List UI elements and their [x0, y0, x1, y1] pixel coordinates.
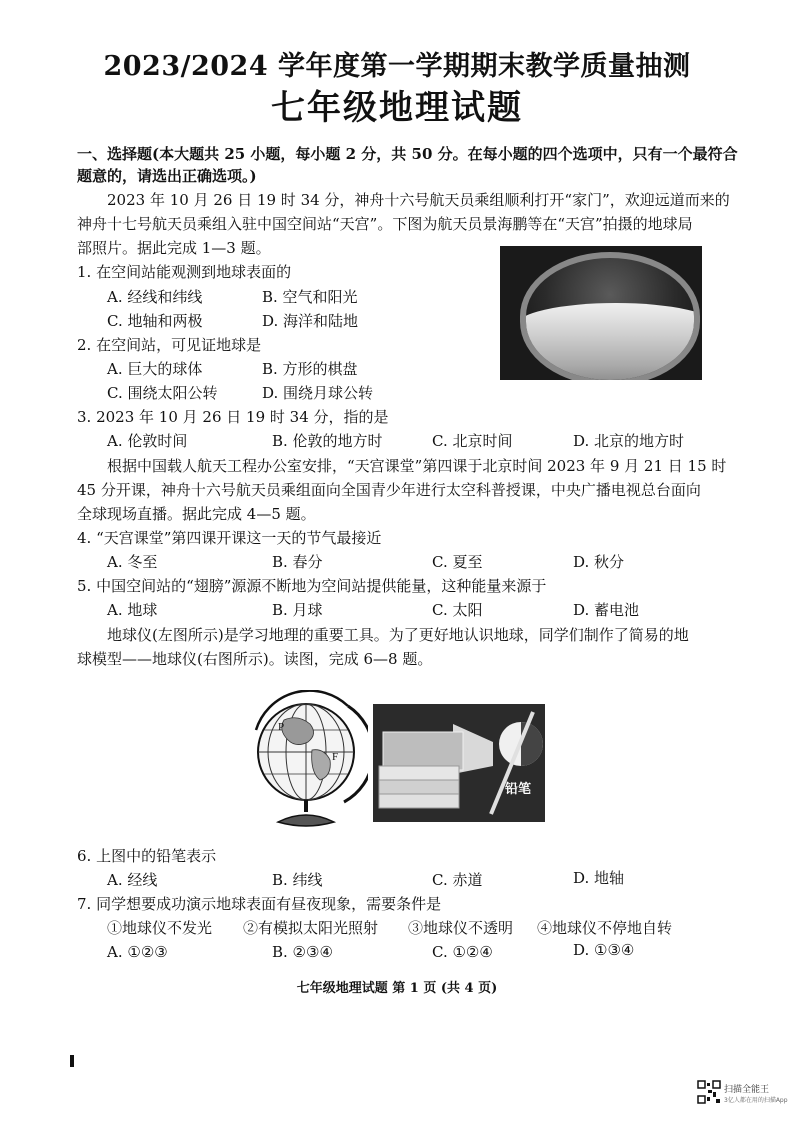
passage3-line2: 球模型——地球仪(右图所示)。读图，完成 6—8 题。 — [77, 650, 433, 668]
q5-option-b[interactable]: B. 月球 — [272, 601, 323, 619]
passage3-line1: 地球仪(左图所示)是学习地理的重要工具。为了更好地认识地球，同学们制作了简易的地 — [107, 626, 689, 644]
earth-surface — [520, 303, 700, 380]
q3-option-a[interactable]: A. 伦敦时间 — [107, 432, 188, 450]
passage2-line3: 全球现场直播。据此完成 4—5 题。 — [77, 505, 316, 523]
globe-label-p: P — [278, 721, 285, 733]
q2-stem: 2. 在空间站，可见证地球是 — [77, 336, 262, 354]
passage1-line2: 神舟十七号航天员乘组入驻中国空间站“天宫”。下图为航天员景海鹏等在“天宫”拍摄的地球局 — [77, 215, 693, 233]
q7-option-c[interactable]: C. ①②④ — [432, 943, 493, 961]
q4-option-c[interactable]: C. 夏至 — [432, 553, 483, 571]
q6-option-a[interactable]: A. 经线 — [107, 871, 158, 889]
q2-option-a[interactable]: A. 巨大的球体 — [107, 360, 203, 378]
passage2-line1: 根据中国载人航天工程办公室安排，“天宫课堂”第四课于北京时间 2023 年 9 月 21 日 15 时 — [107, 457, 727, 475]
q5-option-d[interactable]: D. 蓄电池 — [573, 601, 640, 619]
scanner-app-watermark: 扫描全能王 — [724, 1085, 770, 1095]
scan-mark — [70, 1055, 74, 1067]
q2-option-d[interactable]: D. 围绕月球公转 — [262, 384, 374, 402]
model-figure-photo — [373, 704, 545, 822]
q6-option-b[interactable]: B. 纬线 — [272, 871, 323, 889]
q7-condition-2: ②有模拟太阳光照射 — [243, 919, 379, 937]
exam-subtitle: 七年级地理试题 — [271, 88, 523, 128]
q2-option-b[interactable]: B. 方形的棋盘 — [262, 360, 358, 378]
q3-option-b[interactable]: B. 伦敦的地方时 — [272, 432, 383, 450]
q1-option-b[interactable]: B. 空气和阳光 — [262, 288, 358, 306]
q6-option-c[interactable]: C. 赤道 — [432, 871, 483, 889]
q3-stem: 3. 2023 年 10 月 26 日 19 时 34 分，指的是 — [77, 408, 389, 426]
q6-stem: 6. 上图中的铅笔表示 — [77, 847, 217, 865]
porthole-window — [520, 252, 700, 380]
passage2-line2: 45 分开课，神舟十六号航天员乘组面向全国青少年进行太空科普授课，中央广播电视总台面向 — [77, 481, 701, 499]
q7-condition-3: ③地球仪不透明 — [408, 919, 514, 937]
qr-code-icon — [697, 1080, 721, 1104]
globe-icon — [256, 691, 368, 826]
q3-option-d[interactable]: D. 北京的地方时 — [573, 432, 685, 450]
q7-stem: 7. 同学想要成功演示地球表面有昼夜现象，需要条件是 — [77, 895, 442, 913]
globe-label-f: F — [332, 751, 339, 763]
pencil-label: 铅笔 — [505, 782, 532, 797]
passage1-line1: 2023 年 10 月 26 日 19 时 34 分，神舟十六号航天员乘组顺利打开“家门”，欢迎远道而来的 — [107, 191, 730, 209]
globe-figure — [248, 690, 368, 840]
earth-from-station-photo — [500, 246, 702, 380]
passage1-line3: 部照片。据此完成 1—3 题。 — [77, 239, 271, 257]
q7-option-a[interactable]: A. ①②③ — [107, 943, 168, 961]
q1-option-c[interactable]: C. 地轴和两极 — [107, 312, 203, 330]
model-figure-drawing — [373, 704, 545, 822]
q7-condition-4: ④地球仪不停地自转 — [537, 919, 673, 937]
exam-title: 2023/2024 学年度第一学期期末教学质量抽测 — [103, 51, 691, 82]
q4-option-d[interactable]: D. 秋分 — [573, 553, 625, 571]
q5-option-a[interactable]: A. 地球 — [107, 601, 158, 619]
q1-option-d[interactable]: D. 海洋和陆地 — [262, 312, 359, 330]
q7-condition-1: ①地球仪不发光 — [107, 919, 213, 937]
q7-option-b[interactable]: B. ②③④ — [272, 943, 333, 961]
q6-option-d[interactable]: D. 地轴 — [573, 869, 625, 887]
q4-stem: 4. “天宫课堂”第四课开课这一天的节气最接近 — [77, 529, 382, 547]
q7-option-d[interactable]: D. ①③④ — [573, 941, 635, 959]
q5-stem: 5. 中国空间站的“翅膀”源源不断地为空间站提供能量，这种能量来源于 — [77, 577, 547, 595]
q4-option-a[interactable]: A. 冬至 — [107, 553, 158, 571]
scanner-app-tagline: 3亿人都在用的扫描App — [724, 1097, 788, 1104]
section-heading-line1: 一、选择题(本大题共 25 小题，每小题 2 分，共 50 分。在每小题的四个选项中，只有一个最符合 — [77, 145, 738, 163]
section-heading-line2: 题意的，请选出正确选项。) — [77, 167, 257, 185]
q3-option-c[interactable]: C. 北京时间 — [432, 432, 513, 450]
q1-stem: 1. 在空间站能观测到地球表面的 — [77, 263, 292, 281]
page-footer: 七年级地理试题 第 1 页 (共 4 页) — [296, 981, 498, 996]
q2-option-c[interactable]: C. 围绕太阳公转 — [107, 384, 218, 402]
q1-option-a[interactable]: A. 经线和纬线 — [107, 288, 203, 306]
q5-option-c[interactable]: C. 太阳 — [432, 601, 483, 619]
q4-option-b[interactable]: B. 春分 — [272, 553, 323, 571]
